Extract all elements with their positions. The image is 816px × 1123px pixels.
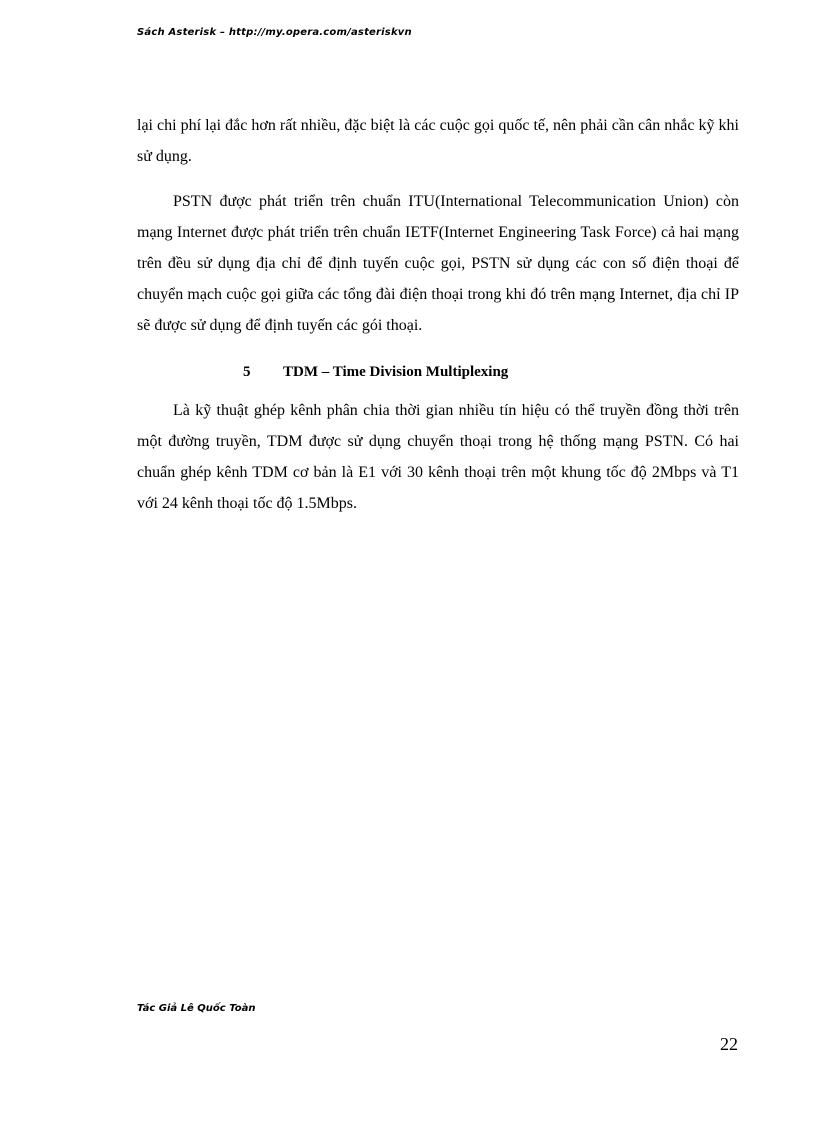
running-header: Sách Asterisk – http://my.opera.com/asteriskvn [137,27,412,38]
page-number: 22 [720,1034,738,1054]
running-footer: Tác Giả Lê Quốc Toàn [137,1003,256,1014]
section-title: TDM – Time Division Multiplexing [283,364,509,380]
paragraph-pstn-standards: PSTN được phát triển trên chuẩn ITU(International Telecommunication Union) còn mạng Internet được phát triển trên chuẩn IETF(Internet Engineering Task Force) cả hai mạng trên đều sử dụng địa chỉ để định tuyến cuộc gọi, PSTN sử dụng các con số điện thoại để chuyển mạch cuộc gọi giữa các tổng đài điện thoại trong khi đó trên mạng Internet, địa chỉ IP sẽ được sử dụng để định tuyến các gói thoại. [137,193,739,334]
paragraph-continuation: lại chi phí lại đắc hơn rất nhiều, đặc biệt là các cuộc gọi quốc tế, nên phải cần cân nhắc kỹ khi sử dụng. [137,117,739,165]
section-heading [137,355,739,389]
section-number: 5 [243,364,251,380]
paragraph-tdm: Là kỹ thuật ghép kênh phân chia thời gian nhiều tín hiệu có thể truyền đồng thời trên một đường truyền, TDM được sử dụng chuyển thoại trong hệ thống mạng PSTN. Có hai chuẩn ghép kênh TDM cơ bản là E1 với 30 kênh thoại trên một khung tốc độ 2Mbps và T1 với 24 kênh thoại tốc độ 1.5Mbps. [137,402,739,512]
page-body [137,110,739,533]
